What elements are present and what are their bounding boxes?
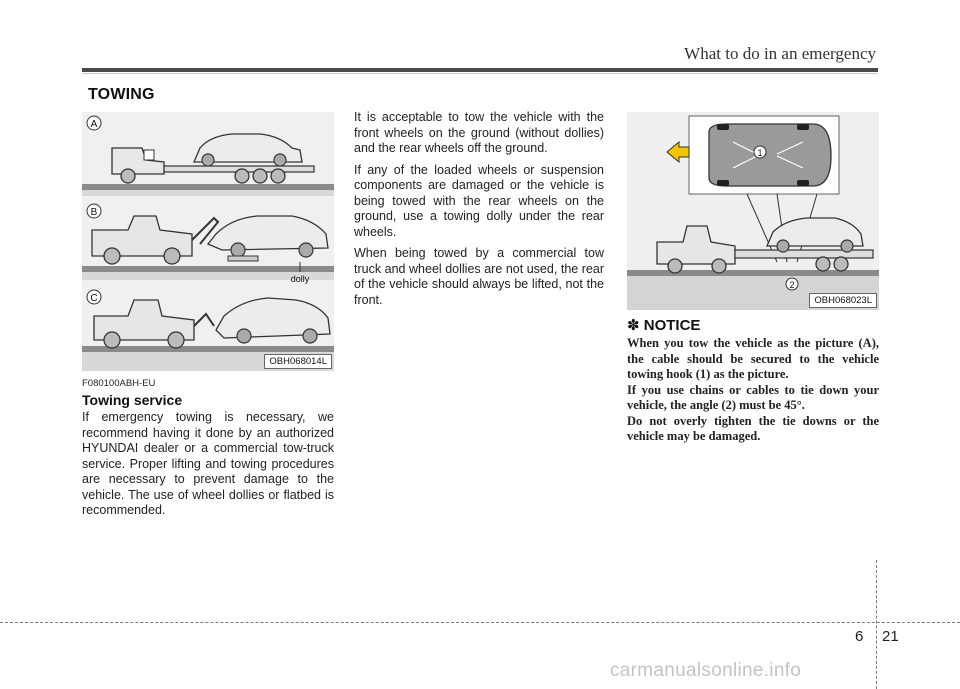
- notice-paragraph-2: If you use chains or cables to tie down your vehicle, the angle (2) must be 45°.: [627, 382, 879, 412]
- towing-service-title: Towing service: [82, 392, 183, 408]
- panel-a-flatbed: [82, 112, 334, 196]
- panel-b-dolly: [82, 200, 334, 284]
- column2-text: [354, 110, 604, 314]
- tie-down-figure: [627, 112, 879, 310]
- towing-methods-illustration: [82, 112, 334, 371]
- column2-paragraph-3: When being towed by a commercial tow truck and wheel dollies are not used, the rear of the vehicle should always be lifted, not the front.: [354, 246, 604, 307]
- header-title: What to do in an emergency: [684, 44, 876, 63]
- section-title: TOWING: [88, 86, 155, 103]
- callout-1: 1: [757, 148, 763, 158]
- chapter-number: 6: [855, 628, 864, 645]
- figure-code-right: OBH068023L: [809, 293, 877, 308]
- callout-2: 2: [789, 280, 795, 290]
- towing-service-text: If emergency towing is necessary, we recommend having it done by an authorized HYUNDAI dealer or a commercial tow-truck service. Proper lifting and towing procedures are necessary to prevent damage to the vehicle. The use of wheel dollies or flatbed is recommended.: [82, 410, 334, 517]
- column2-paragraph-2: If any of the loaded wheels or suspension components are damaged or the vehicle is being towed with the rear wheels on the ground, use a towing dolly under the rear wheels.: [354, 162, 604, 239]
- notice-paragraph-1: When you tow the vehicle as the picture (A), the cable should be secured to the vehicle towing hook (1) as the picture.: [627, 336, 879, 381]
- notice-paragraph-3: Do not overly tighten the tie downs or the vehicle may be damaged.: [627, 413, 879, 443]
- tie-down-illustration: [627, 112, 879, 310]
- notice-title: ✽ NOTICE: [627, 317, 701, 334]
- header-rule-thin: [82, 73, 878, 74]
- footer-vertical-rule: [876, 560, 877, 689]
- panel-a-label: A: [90, 119, 98, 130]
- notice-text: [627, 336, 879, 445]
- towing-methods-figure: [82, 112, 334, 371]
- section-code: F080100ABH-EU: [82, 378, 156, 389]
- dolly-label: dolly: [290, 274, 310, 284]
- header-rule: [82, 68, 878, 72]
- watermark: carmanualsonline.info: [610, 660, 802, 681]
- page-number: 21: [882, 628, 899, 645]
- column2-paragraph-1: It is acceptable to tow the vehicle with the front wheels on the ground (without dollies) and the rear wheels off the ground.: [354, 110, 604, 155]
- footer-rule: [0, 622, 960, 623]
- panel-c-label: C: [90, 293, 98, 304]
- figure-code-left: OBH068014L: [264, 354, 332, 369]
- panel-b-label: B: [90, 207, 98, 218]
